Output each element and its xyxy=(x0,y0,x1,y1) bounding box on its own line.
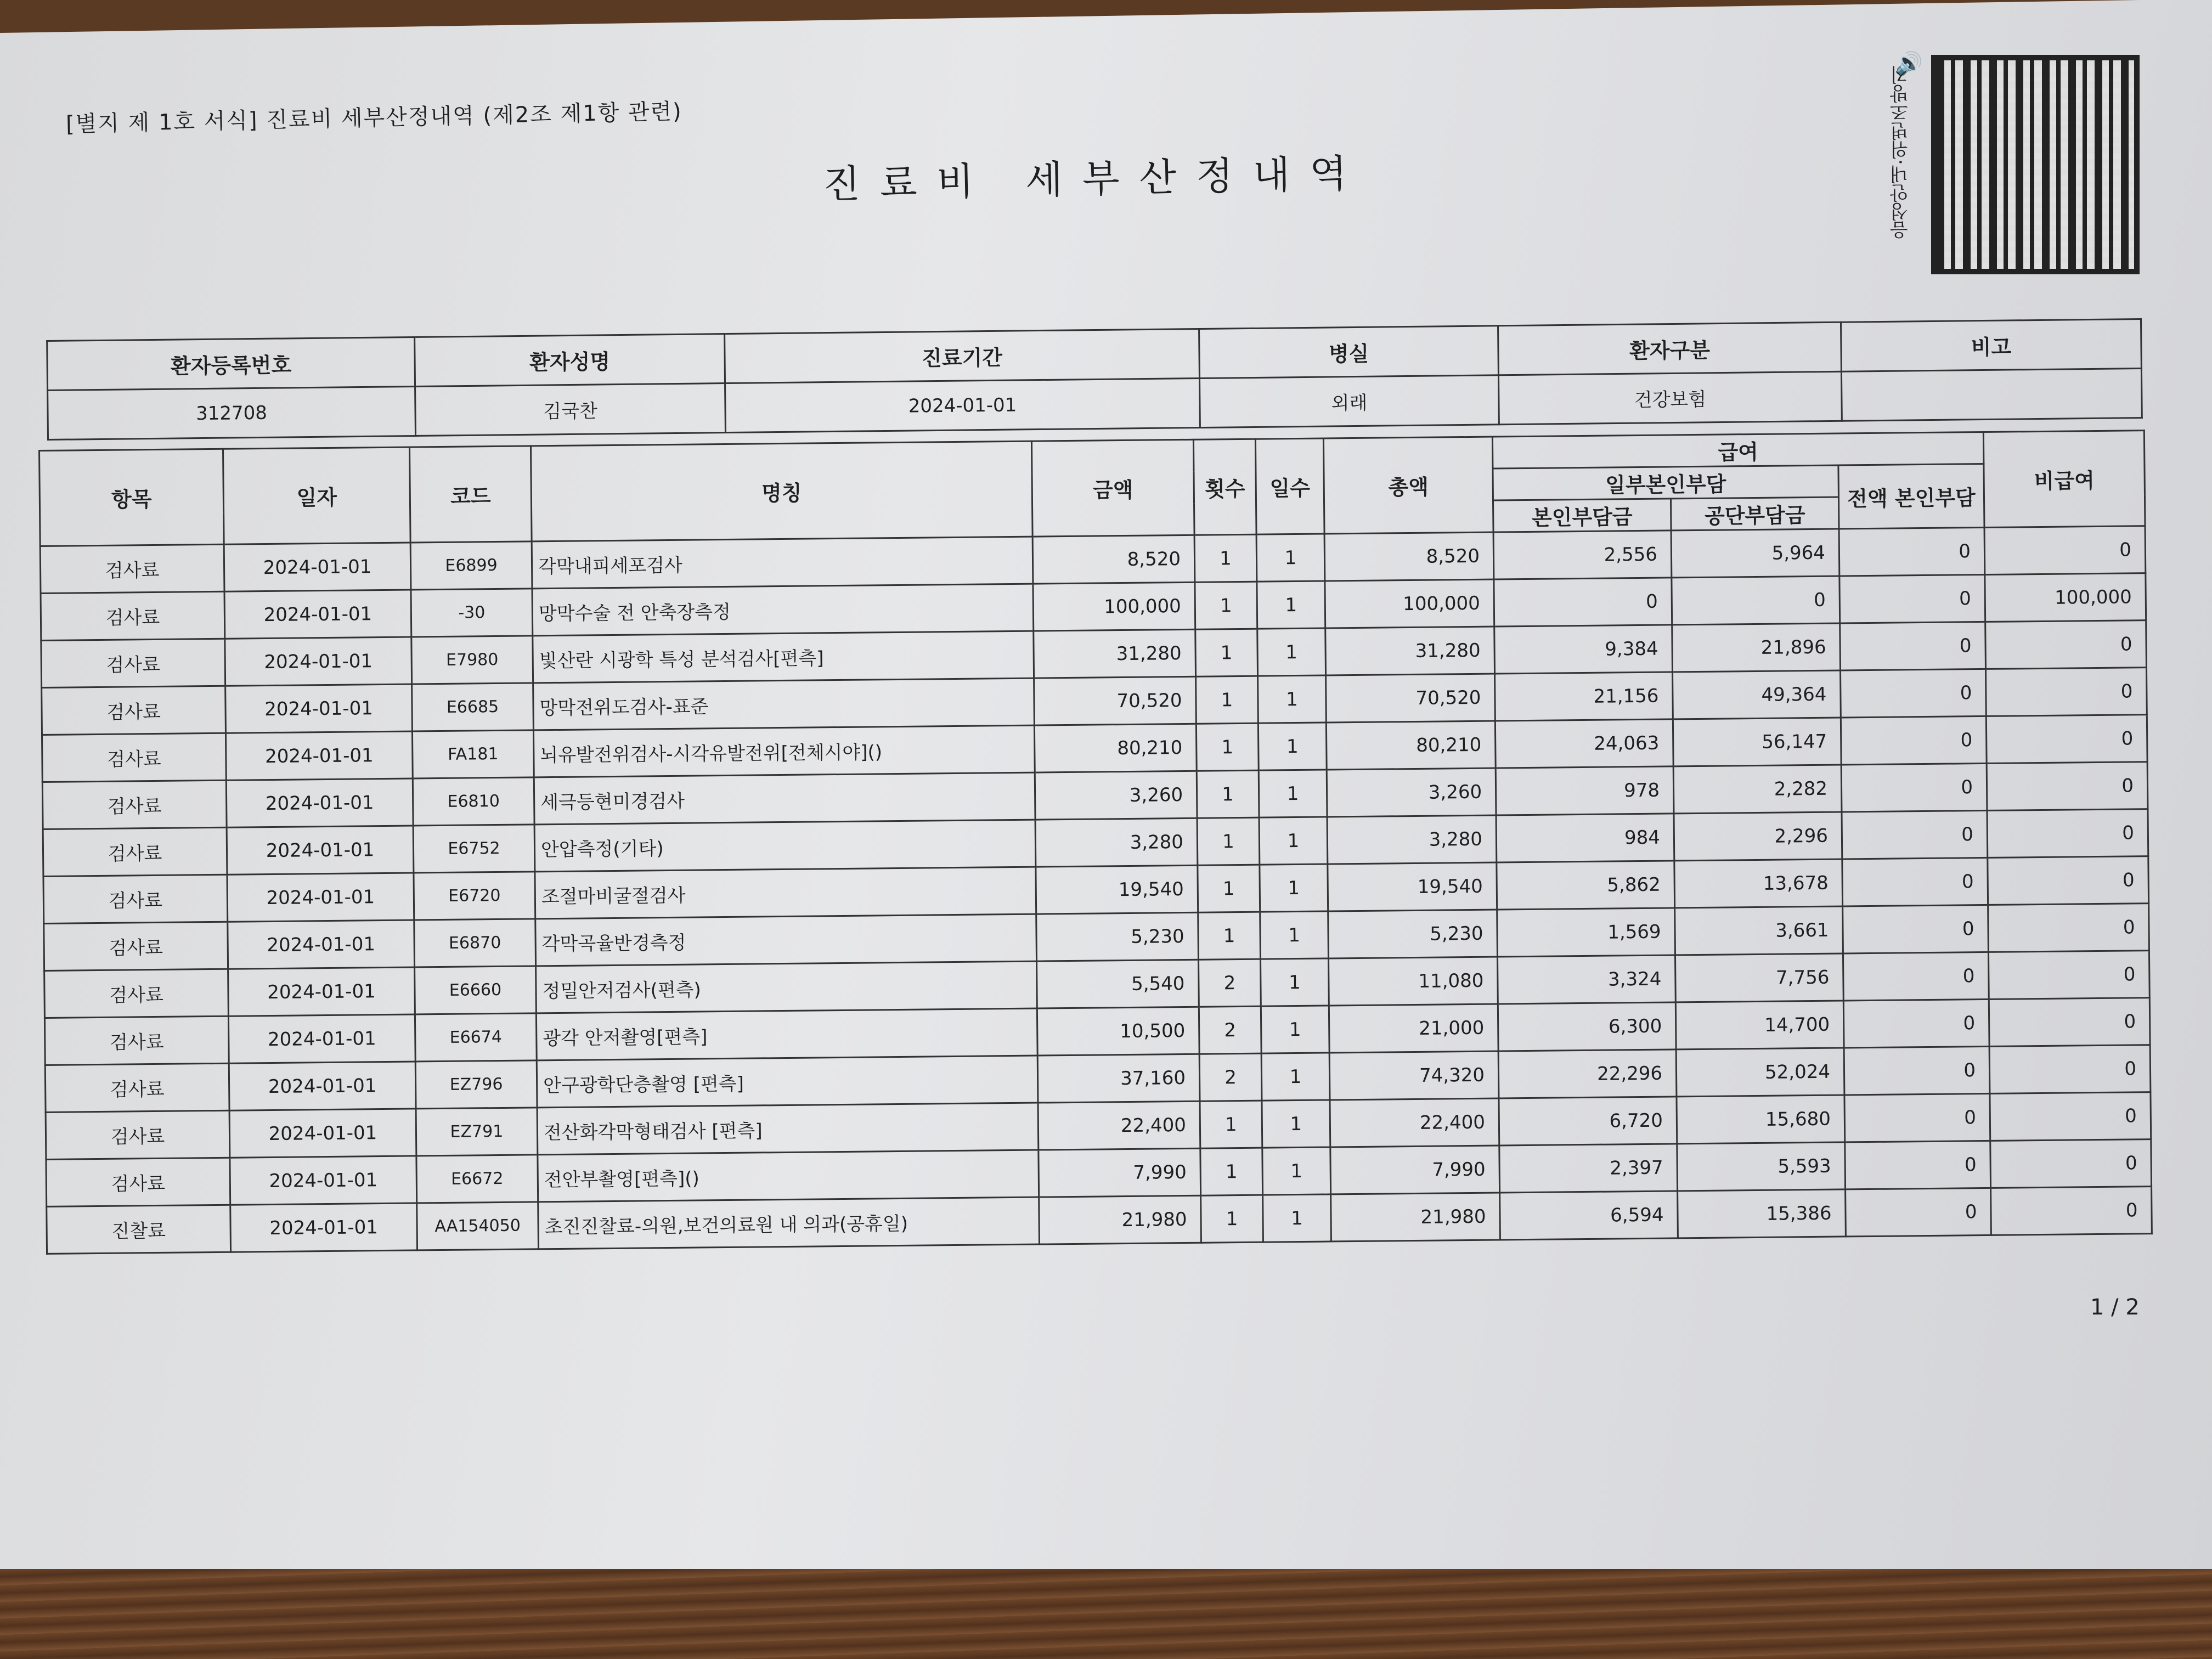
header-patient-type: 환자구분 xyxy=(1498,322,1842,375)
cell-total: 100,000 xyxy=(1325,579,1494,628)
cell-noncovered: 0 xyxy=(1988,951,2149,1000)
cell-times: 1 xyxy=(1200,1148,1263,1195)
cell-times: 1 xyxy=(1196,676,1259,724)
cell-date: 2024-01-01 xyxy=(225,684,413,733)
cell-full-self-pay: 0 xyxy=(1844,1093,1990,1142)
cell-total: 7,990 xyxy=(1330,1146,1500,1194)
cell-noncovered: 0 xyxy=(1991,1187,2152,1235)
header-remarks: 비고 xyxy=(1841,319,2141,372)
cell-insurer-share: 0 xyxy=(1672,576,1840,625)
col-price: 금액 xyxy=(1031,439,1194,537)
cell-full-self-pay: 0 xyxy=(1843,952,1989,1001)
cell-patient-share: 984 xyxy=(1496,814,1674,862)
cell-price: 31,280 xyxy=(1034,629,1196,678)
cell-days: 1 xyxy=(1260,911,1329,959)
cell-days: 1 xyxy=(1259,817,1328,865)
cell-total: 3,260 xyxy=(1327,768,1496,817)
wooden-table-background xyxy=(0,1569,2212,1659)
cell-total: 74,320 xyxy=(1329,1051,1499,1100)
cell-patient-share: 9,384 xyxy=(1494,625,1673,674)
cell-patient-share: 22,296 xyxy=(1498,1049,1677,1098)
cell-item: 검사료 xyxy=(44,1016,229,1065)
cell-patient-share: 6,720 xyxy=(1499,1097,1677,1146)
cell-date: 2024-01-01 xyxy=(229,1109,416,1158)
cell-noncovered: 0 xyxy=(1984,526,2146,575)
cell-name: 전안부촬영[편측]() xyxy=(538,1150,1039,1202)
cell-date: 2024-01-01 xyxy=(227,826,414,874)
remarks xyxy=(1841,369,2142,421)
cell-item: 검사료 xyxy=(46,1110,230,1159)
cell-noncovered: 0 xyxy=(1989,998,2150,1047)
cell-times: 1 xyxy=(1200,1101,1262,1148)
cell-patient-share: 5,862 xyxy=(1497,861,1675,910)
cell-item: 검사료 xyxy=(43,827,227,876)
cell-price: 80,210 xyxy=(1034,724,1197,772)
cell-name: 안구광학단층촬영 [편측] xyxy=(537,1056,1038,1108)
cell-total: 21,000 xyxy=(1329,1004,1498,1053)
cell-total: 22,400 xyxy=(1330,1098,1499,1147)
cell-price: 70,520 xyxy=(1034,676,1197,725)
col-days: 일수 xyxy=(1255,438,1324,534)
cell-noncovered: 0 xyxy=(1990,1139,2152,1188)
cell-insurer-share: 5,964 xyxy=(1671,529,1839,578)
cell-price: 37,160 xyxy=(1037,1054,1200,1103)
cell-code: E6810 xyxy=(413,777,534,826)
cell-item: 검사료 xyxy=(44,922,228,970)
cell-days: 1 xyxy=(1256,534,1325,582)
cell-full-self-pay: 0 xyxy=(1846,1188,1991,1237)
cell-name: 망막수술 전 안축장측정 xyxy=(532,584,1034,636)
col-insurer-share: 공단부담금 xyxy=(1671,497,1839,531)
cell-patient-share: 3,324 xyxy=(1497,955,1675,1004)
cell-noncovered: 0 xyxy=(1988,904,2149,952)
cell-noncovered: 0 xyxy=(1985,668,2147,716)
qr-code-icon xyxy=(1931,55,2140,274)
cell-item: 검사료 xyxy=(42,686,226,735)
cell-price: 5,230 xyxy=(1036,912,1199,961)
col-date: 일자 xyxy=(223,447,410,544)
cell-days: 1 xyxy=(1257,581,1325,629)
cell-item: 검사료 xyxy=(41,591,225,640)
cell-patient-share: 21,156 xyxy=(1495,672,1673,721)
cell-patient-share: 0 xyxy=(1494,578,1672,627)
cell-insurer-share: 15,680 xyxy=(1677,1095,1845,1144)
cell-full-self-pay: 0 xyxy=(1841,763,1987,812)
col-partial: 일부본인부담 xyxy=(1493,465,1839,500)
cell-insurer-share: 13,678 xyxy=(1674,859,1843,908)
cell-total: 19,540 xyxy=(1328,862,1497,911)
cell-item: 검사료 xyxy=(46,1158,230,1206)
cell-date: 2024-01-01 xyxy=(228,1014,415,1063)
col-code: 코드 xyxy=(409,446,532,543)
cell-name: 광각 안저촬영[편측] xyxy=(536,1008,1037,1060)
cell-name: 안압측정(기타) xyxy=(534,820,1036,872)
cell-price: 3,280 xyxy=(1035,818,1198,867)
cell-total: 31,280 xyxy=(1325,627,1495,675)
col-item: 항목 xyxy=(40,449,224,546)
cell-times: 1 xyxy=(1196,723,1259,771)
patient-name: 김국찬 xyxy=(415,383,726,436)
cell-days: 1 xyxy=(1263,1194,1331,1242)
cell-days: 1 xyxy=(1258,675,1327,723)
cell-patient-share: 24,063 xyxy=(1495,719,1673,768)
cell-full-self-pay: 0 xyxy=(1843,905,1989,953)
cell-date: 2024-01-01 xyxy=(227,873,414,922)
cell-name: 망막전위도검사-표준 xyxy=(533,678,1035,730)
cell-code: E6720 xyxy=(414,872,535,920)
speaker-icon: 🔊 xyxy=(1895,51,1923,76)
cell-name: 초진진찰료-의원,보건의료원 내 의과(공휴일) xyxy=(538,1197,1040,1249)
cell-code: E7980 xyxy=(411,636,533,684)
cell-code: EZ791 xyxy=(416,1108,538,1156)
cell-code: AA154050 xyxy=(417,1202,539,1250)
cell-code: EZ796 xyxy=(415,1060,537,1109)
cell-price: 10,500 xyxy=(1037,1007,1199,1056)
cell-price: 100,000 xyxy=(1033,582,1195,631)
cell-total: 21,980 xyxy=(1331,1193,1500,1242)
col-name: 명칭 xyxy=(531,441,1032,541)
cell-patient-share: 6,300 xyxy=(1498,1002,1676,1051)
cell-insurer-share: 5,593 xyxy=(1677,1142,1846,1191)
cell-insurer-share: 15,386 xyxy=(1678,1189,1846,1238)
cell-noncovered: 0 xyxy=(1987,762,2148,811)
cell-code: E6672 xyxy=(416,1155,538,1203)
patient-id: 312708 xyxy=(48,386,416,439)
cell-days: 1 xyxy=(1262,1147,1331,1195)
cell-date: 2024-01-01 xyxy=(225,637,412,686)
cell-times: 1 xyxy=(1195,629,1258,676)
cell-insurer-share: 7,756 xyxy=(1675,953,1843,1002)
header-patient-name: 환자성명 xyxy=(415,334,725,387)
cell-code: E6752 xyxy=(413,825,535,873)
cell-full-self-pay: 0 xyxy=(1845,1141,1991,1189)
cell-name: 조절마비굴절검사 xyxy=(535,867,1036,919)
cell-times: 1 xyxy=(1195,582,1257,629)
cell-date: 2024-01-01 xyxy=(225,731,413,780)
cell-price: 8,520 xyxy=(1032,535,1195,584)
cell-patient-share: 2,556 xyxy=(1493,531,1672,579)
cell-patient-share: 1,569 xyxy=(1497,908,1675,957)
cell-item: 검사료 xyxy=(40,544,224,593)
cell-noncovered: 0 xyxy=(1985,620,2147,669)
cell-days: 1 xyxy=(1261,1053,1330,1101)
col-covered: 급여 xyxy=(1492,432,1984,469)
fee-detail-table xyxy=(38,430,2153,1255)
cell-code: E6660 xyxy=(415,966,537,1014)
cell-full-self-pay: 0 xyxy=(1840,622,1986,670)
cell-total: 3,280 xyxy=(1327,815,1497,864)
cell-code: E6685 xyxy=(412,683,534,731)
cell-insurer-share: 3,661 xyxy=(1675,906,1843,955)
header-room: 병실 xyxy=(1199,326,1499,379)
cell-date: 2024-01-01 xyxy=(229,1062,416,1110)
cell-price: 21,980 xyxy=(1039,1195,1201,1244)
cell-date: 2024-01-01 xyxy=(224,590,411,639)
cell-times: 1 xyxy=(1197,817,1260,865)
cell-full-self-pay: 0 xyxy=(1841,716,1987,765)
cell-full-self-pay: 0 xyxy=(1842,857,1988,906)
cell-name: 뇌유발전위검사-시각유발전위[전체시야]() xyxy=(533,725,1035,777)
header-period: 진료기간 xyxy=(725,329,1200,383)
cell-date: 2024-01-01 xyxy=(228,967,415,1016)
header-patient-id: 환자등록번호 xyxy=(47,337,415,390)
room: 외래 xyxy=(1199,375,1499,428)
cell-total: 70,520 xyxy=(1326,674,1496,723)
cell-total: 11,080 xyxy=(1329,957,1498,1006)
cell-date: 2024-01-01 xyxy=(224,543,411,591)
cell-days: 1 xyxy=(1260,864,1328,912)
cell-full-self-pay: 0 xyxy=(1842,810,1988,859)
cell-days: 1 xyxy=(1261,958,1329,1006)
cell-item: 진찰료 xyxy=(47,1205,231,1254)
cell-times: 1 xyxy=(1201,1195,1263,1243)
cell-noncovered: 0 xyxy=(1990,1092,2151,1141)
cell-name: 정밀안저검사(편측) xyxy=(536,961,1037,1013)
cell-noncovered: 0 xyxy=(1989,1045,2151,1094)
col-times: 횟수 xyxy=(1193,439,1256,535)
qr-label: 음성안내·위변조방지 xyxy=(1890,66,1912,240)
cell-insurer-share: 21,896 xyxy=(1672,623,1841,672)
cell-insurer-share: 49,364 xyxy=(1673,670,1841,719)
cell-total: 80,210 xyxy=(1326,721,1496,770)
cell-noncovered: 0 xyxy=(1987,809,2148,858)
cell-insurer-share: 56,147 xyxy=(1673,718,1841,766)
cell-full-self-pay: 0 xyxy=(1839,527,1985,576)
patient-type: 건강보험 xyxy=(1498,371,1842,425)
cell-noncovered: 0 xyxy=(1988,856,2149,905)
cell-full-self-pay: 0 xyxy=(1844,1046,1990,1095)
cell-times: 2 xyxy=(1199,1053,1262,1101)
cell-name: 전산화각막형태검사 [편측] xyxy=(537,1103,1039,1155)
cell-insurer-share: 2,282 xyxy=(1673,765,1842,814)
cell-date: 2024-01-01 xyxy=(228,920,415,969)
cell-code: E6870 xyxy=(414,919,536,967)
cell-times: 2 xyxy=(1199,1006,1261,1054)
cell-insurer-share: 52,024 xyxy=(1676,1048,1844,1097)
cell-full-self-pay: 0 xyxy=(1843,999,1989,1048)
cell-date: 2024-01-01 xyxy=(230,1203,417,1252)
cell-noncovered: 0 xyxy=(1986,715,2147,764)
cell-name: 세극등현미경검사 xyxy=(534,772,1035,825)
cell-days: 1 xyxy=(1258,723,1327,770)
cell-item: 검사료 xyxy=(43,874,228,923)
cell-code: E6674 xyxy=(415,1013,537,1062)
cell-insurer-share: 14,700 xyxy=(1675,1001,1844,1049)
form-label: [별지 제 1호 서식] 진료비 세부산정내역 (제2조 제1항 관련) xyxy=(65,99,683,137)
cell-times: 1 xyxy=(1198,865,1260,912)
period: 2024-01-01 xyxy=(725,378,1200,432)
cell-days: 1 xyxy=(1262,1100,1330,1148)
cell-insurer-share: 2,296 xyxy=(1674,812,1842,861)
cell-date: 2024-01-01 xyxy=(230,1156,417,1205)
cell-total: 5,230 xyxy=(1328,910,1498,958)
cell-name: 빛산란 시광학 특성 분석검사[편측] xyxy=(533,631,1034,683)
cell-code: FA181 xyxy=(412,730,534,778)
cell-item: 검사료 xyxy=(45,1063,229,1112)
cell-times: 1 xyxy=(1194,534,1257,582)
cell-days: 1 xyxy=(1257,628,1326,676)
cell-full-self-pay: 0 xyxy=(1839,574,1985,623)
col-patient-share: 본인부담금 xyxy=(1493,499,1672,532)
cell-days: 1 xyxy=(1261,1006,1329,1053)
cell-price: 19,540 xyxy=(1036,865,1198,914)
cell-patient-share: 2,397 xyxy=(1499,1144,1678,1193)
cell-price: 22,400 xyxy=(1038,1101,1200,1150)
col-total: 총액 xyxy=(1323,437,1493,534)
cell-code: E6899 xyxy=(410,541,532,590)
cell-noncovered: 100,000 xyxy=(1985,573,2146,622)
cell-full-self-pay: 0 xyxy=(1841,669,1987,718)
cell-date: 2024-01-01 xyxy=(226,778,413,827)
col-full: 전액 본인부담 xyxy=(1838,464,1984,529)
cell-times: 2 xyxy=(1199,959,1261,1007)
cell-times: 1 xyxy=(1197,770,1259,818)
cell-days: 1 xyxy=(1259,770,1327,817)
cell-times: 1 xyxy=(1198,912,1261,960)
cell-patient-share: 6,594 xyxy=(1500,1191,1678,1240)
cell-patient-share: 978 xyxy=(1496,766,1674,815)
cell-item: 검사료 xyxy=(42,780,227,829)
cell-name: 각막내피세포검사 xyxy=(532,537,1033,589)
cell-price: 5,540 xyxy=(1037,960,1199,1008)
cell-item: 검사료 xyxy=(44,969,229,1018)
cell-total: 8,520 xyxy=(1324,532,1494,581)
document-title: 진료비 세부산정내역 xyxy=(822,150,1367,207)
cell-name: 각막곡율반경측정 xyxy=(535,914,1037,966)
cell-code: -30 xyxy=(411,589,533,637)
cell-item: 검사료 xyxy=(41,639,225,687)
cell-price: 7,990 xyxy=(1039,1148,1201,1197)
col-noncovered: 비급여 xyxy=(1983,431,2145,528)
cell-price: 3,260 xyxy=(1035,771,1197,820)
cell-item: 검사료 xyxy=(42,733,226,782)
page-number: 1 / 2 xyxy=(2090,1295,2140,1320)
